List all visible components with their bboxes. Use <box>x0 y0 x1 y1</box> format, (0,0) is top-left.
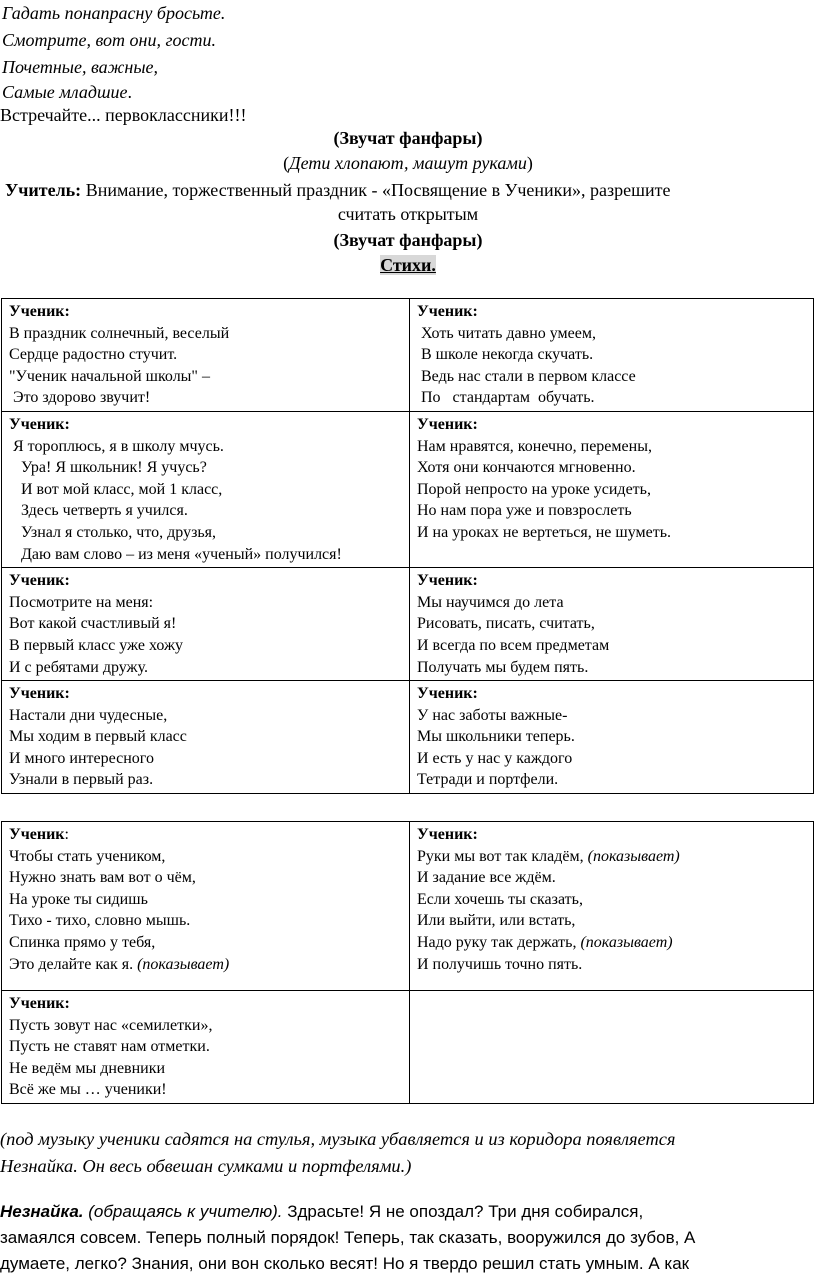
verse-line: У нас заботы важные- <box>417 706 568 724</box>
fanfare-heading: (Звучат фанфары) <box>333 230 483 250</box>
verse-line: По стандартам обучать. <box>417 389 595 407</box>
verse-line: В школе некогда скучать. <box>417 346 594 364</box>
speaker-label: Ученик: <box>9 572 70 590</box>
verse-line: Мы школьники теперь. <box>417 728 575 746</box>
verse-line: "Ученик начальной школы" – <box>9 367 210 385</box>
speaker-label: Ученик: <box>417 415 478 433</box>
speaker-label <box>9 824 403 846</box>
intro-line <box>2 81 132 103</box>
verse-cell <box>2 411 410 567</box>
fanfare-heading: (Звучат фанфары) <box>333 128 483 148</box>
stage-note: (показывает) <box>137 955 230 973</box>
table-row <box>2 681 814 794</box>
verses-heading-text: Стихи. <box>380 255 436 275</box>
speaker-label: Ученик: <box>9 995 70 1012</box>
verse-cell <box>410 411 814 567</box>
verse-line: Ведь нас стали в первом классе <box>417 367 636 385</box>
verse-line: Узнал я столько, что, друзья, <box>9 523 217 541</box>
verse-line <box>417 846 807 868</box>
verse-line: Тихо - тихо, словно мышь. <box>9 912 191 930</box>
verse-line: Хоть читать давно умеем, <box>417 324 596 342</box>
verse-cell <box>2 991 410 1104</box>
neznayka-line <box>0 1201 643 1223</box>
verse-text: Это делайте как я. <box>9 955 138 973</box>
verse-line: Это здорово звучит! <box>9 389 151 407</box>
teacher-line-cont: считать открытым <box>337 204 479 224</box>
verse-text: Надо руку так держать, <box>417 933 581 951</box>
verse-line: Тетради и портфели. <box>417 771 559 789</box>
stage-note: (показывает) <box>587 847 680 865</box>
speaker-colon: : <box>64 826 69 843</box>
stage-note: (показывает) <box>580 933 673 951</box>
verse-line: И задание все ждём. <box>417 869 556 887</box>
table-row <box>2 299 814 412</box>
speaker-label: Ученик: <box>9 685 70 703</box>
verse-line: И есть у нас у каждого <box>417 749 573 767</box>
verse-cell <box>2 681 410 794</box>
verses-heading <box>0 254 816 276</box>
paren-close: ) <box>526 153 533 173</box>
speaker-name: Ученик <box>9 826 65 843</box>
verse-line <box>417 932 807 954</box>
verse-cell <box>410 299 814 412</box>
stage-direction: (под музыку ученики садятся на стулья, музыка убавляется и из коридора появляется <box>0 1129 676 1149</box>
verse-line: Сердце радостно стучит. <box>9 346 178 364</box>
greeting: Встречайте... первоклассники!!! <box>0 105 247 125</box>
verse-line: И с ребятами дружу. <box>9 658 149 676</box>
teacher-text: Внимание, торжественный праздник - «Посвящение в Ученики», разрешите <box>81 180 671 200</box>
table-row <box>2 822 814 991</box>
verse-line: Даю вам слово – из меня «ученый» получился! <box>9 545 342 563</box>
verse-line: В первый класс уже хожу <box>9 636 184 654</box>
verse-line: Ура! Я школьник! Я учусь? <box>9 459 207 477</box>
teacher-line <box>5 179 671 201</box>
verse-line: Всё же мы … ученики! <box>9 1081 167 1099</box>
verse-text: Руки мы вот так кладём, <box>417 847 588 865</box>
neznayka-label: Незнайка. <box>0 1202 84 1221</box>
neznayka-line: думаете, легко? Знания, они вон сколько весят! Но я твердо решил стать умным. А как <box>0 1254 690 1273</box>
verse-line: Посмотрите на меня: <box>9 593 154 611</box>
verse-line: И много интересного <box>9 749 154 767</box>
verse-cell <box>410 822 814 991</box>
speaker-label: Ученик: <box>9 303 70 320</box>
verse-line: Получать мы будем пять. <box>417 658 589 676</box>
verse-cell <box>2 299 410 412</box>
intro-dot: . <box>127 82 133 102</box>
verse-cell <box>2 822 410 991</box>
table-row <box>2 411 814 567</box>
table-row <box>2 991 814 1104</box>
verse-line: Здесь четверть я учился. <box>9 502 188 520</box>
verse-line: Я тороплюсь, я в школу мчусь. <box>9 437 224 455</box>
applause-text: Дети хлопают, машут руками <box>289 153 527 173</box>
verse-line: В праздник солнечный, веселый <box>9 324 230 342</box>
table-row <box>2 568 814 681</box>
verse-line: Мы ходим в первый класс <box>9 728 187 746</box>
verse-line: И вот мой класс, мой 1 класс, <box>9 480 223 498</box>
neznayka-line: замаялся совсем. Теперь полный порядок! Теперь, так сказать, вооружился до зубов, А <box>0 1228 696 1247</box>
verse-line: Спинка прямо у тебя, <box>9 933 156 951</box>
neznayka-speech: Здрасьте! Я не опоздал? Три дня собирался, <box>282 1202 644 1221</box>
verse-line: Мы научимся до лета <box>417 593 564 611</box>
intro-text: Самые младшие <box>2 82 128 102</box>
intro-line: Смотрите, вот они, гости. <box>2 30 216 50</box>
verse-line: Хотя они кончаются мгновенно. <box>417 459 636 477</box>
verse-line: Чтобы стать учеником, <box>9 847 166 865</box>
speaker-label: Ученик: <box>9 415 70 433</box>
speaker-label: Ученик: <box>417 685 478 703</box>
verse-cell <box>2 568 410 681</box>
verse-cell <box>410 681 814 794</box>
verse-line: Нам нравятся, конечно, перемены, <box>417 437 652 455</box>
verse-cell <box>410 568 814 681</box>
verse-line: Нужно знать вам вот о чём, <box>9 869 196 887</box>
verse-line: И всегда по всем предметам <box>417 636 610 654</box>
stage-direction: Незнайка. Он весь обвешан сумками и портфелями.) <box>0 1156 412 1176</box>
verse-line: Настали дни чудесные, <box>9 706 168 724</box>
verse-line: И получишь точно пять. <box>417 955 583 973</box>
verse-line: Вот какой счастливый я! <box>9 615 177 633</box>
speaker-label: Ученик: <box>417 303 478 320</box>
verses-table-1 <box>1 298 814 794</box>
verse-line: На уроке ты сидишь <box>9 890 148 908</box>
neznayka-aside: (обращаясь к учителю). <box>83 1202 283 1221</box>
teacher-label: Учитель: <box>5 180 82 200</box>
intro-line: Почетные, важные, <box>2 57 159 77</box>
intro-line: Гадать понапрасну бросьте. <box>2 3 226 23</box>
verse-line <box>9 954 403 976</box>
verse-line: Порой непросто на уроке усидеть, <box>417 480 651 498</box>
verse-line: Но нам пора уже и повзрослеть <box>417 502 632 520</box>
speaker-label: Ученик: <box>417 572 478 590</box>
verse-line: Если хочешь ты сказать, <box>417 890 583 908</box>
verse-line: Пусть не ставят нам отметки. <box>9 1038 210 1056</box>
verse-line: Не ведём мы дневники <box>9 1059 166 1077</box>
verses-table-2 <box>1 821 814 1104</box>
verse-line: Узнали в первый раз. <box>9 771 154 789</box>
verse-line: Пусть зовут нас «семилетки», <box>9 1016 213 1034</box>
verse-line: Или выйти, или встать, <box>417 912 576 930</box>
speaker-label: Ученик: <box>417 826 478 843</box>
applause-direction <box>0 152 816 174</box>
empty-cell <box>410 991 814 1104</box>
paren-open: ( <box>283 153 290 173</box>
verse-line: Рисовать, писать, считать, <box>417 615 595 633</box>
verse-line: И на уроках не вертеться, не шуметь. <box>417 523 671 541</box>
